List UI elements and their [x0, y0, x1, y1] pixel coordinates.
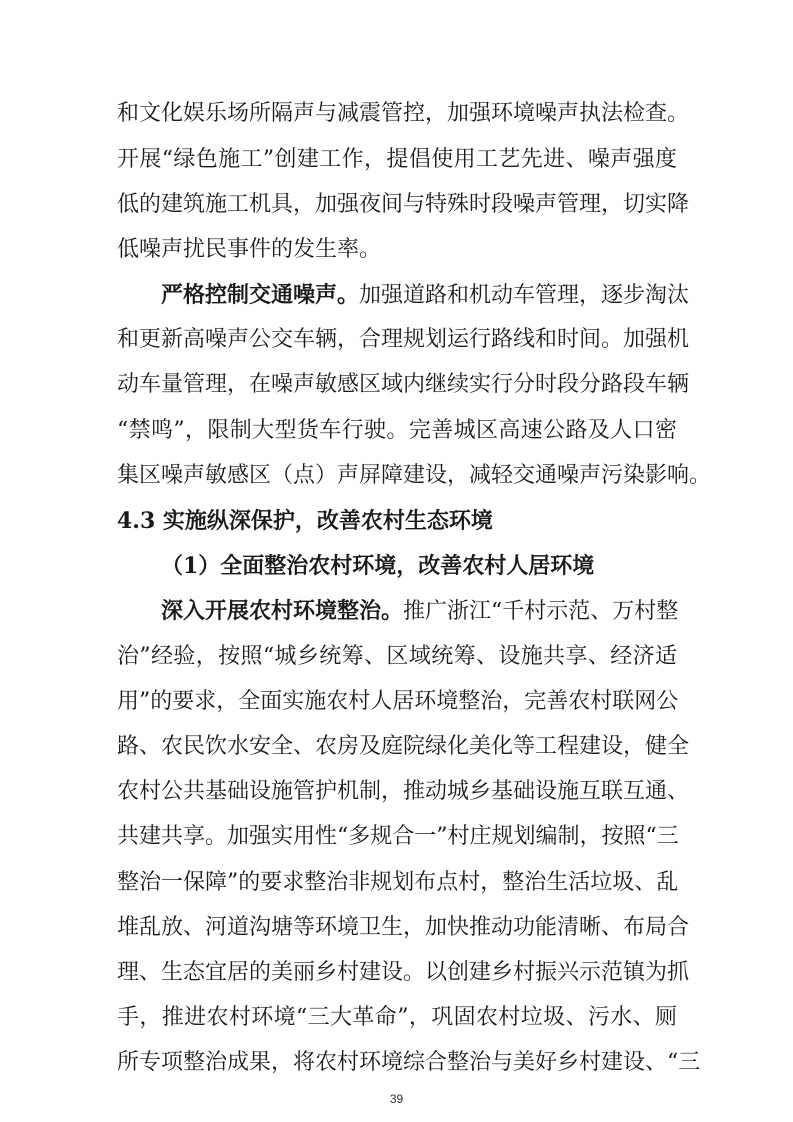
- paragraph-line: 治”经验，按照“城乡统筹、区域统筹、设施共享、经济适: [117, 644, 677, 669]
- page-number: 39: [389, 1092, 404, 1106]
- paragraph-line: 共建共享。加强实用性“多规合一”村庄规划编制，按照“三: [117, 824, 679, 849]
- paragraph-line: 动车量管理，在噪声敏感区域内继续实行分时段分路段车辆: [117, 372, 690, 397]
- paragraph-line: 集区噪声敏感区（点）声屏障建设，减轻交通噪声污染影响。: [117, 463, 712, 488]
- paragraph-line: 堆乱放、河道沟塘等环境卫生，加快推动功能清晰、布局合: [117, 915, 690, 940]
- sub-heading: （1）全面整治农村环境，改善农村人居环境: [161, 553, 595, 579]
- paragraph-line: 路、农民饮水安全、农房及庭院绿化美化等工程建设，健全: [117, 734, 690, 759]
- paragraph-line: 开展“绿色施工”创建工作，提倡使用工艺先进、噪声强度: [117, 147, 677, 172]
- bold-lead: 深入开展农村环境整治。: [161, 598, 404, 624]
- paragraph-line: 农村公共基础设施管护机制，推动城乡基础设施互联互通、: [117, 779, 690, 804]
- section-heading: 4.3 实施纵深保护，改善农村生态环境: [117, 508, 493, 534]
- paragraph-line: 理、生态宜居的美丽乡村建设。以创建乡村振兴示范镇为抓: [117, 960, 690, 985]
- paragraph-line: 用”的要求，全面实施农村人居环境整治，完善农村联网公: [117, 689, 679, 714]
- paragraph-line: 低噪声扰民事件的发生率。: [117, 237, 382, 262]
- paragraph-line: 深入开展农村环境整治。推广浙江“千村示范、万村整: [161, 598, 679, 624]
- paragraph-line: “禁鸣”，限制大型货车行驶。完善城区高速公路及人口密: [117, 418, 677, 443]
- bold-lead: 严格控制交通噪声。: [161, 282, 360, 308]
- paragraph-line: 整治一保障”的要求整治非规划布点村，整治生活垃圾、乱: [117, 870, 679, 895]
- paragraph-line: 和更新高噪声公交车辆，合理规划运行路线和时间。加强机: [117, 327, 690, 352]
- paragraph-line: 严格控制交通噪声。加强道路和机动车管理，逐步淘汰: [161, 282, 690, 308]
- paragraph-line: 手，推进农村环境“三大革命”，巩固农村垃圾、污水、厕: [117, 1005, 677, 1030]
- paragraph-line: 和文化娱乐场所隔声与减震管控，加强环境噪声执法检查。: [117, 101, 690, 126]
- paragraph-line: 所专项整治成果，将农村环境综合整治与美好乡村建设、“三: [117, 1050, 701, 1075]
- paragraph-line: 低的建筑施工机具，加强夜间与特殊时段噪声管理，切实降: [117, 192, 690, 217]
